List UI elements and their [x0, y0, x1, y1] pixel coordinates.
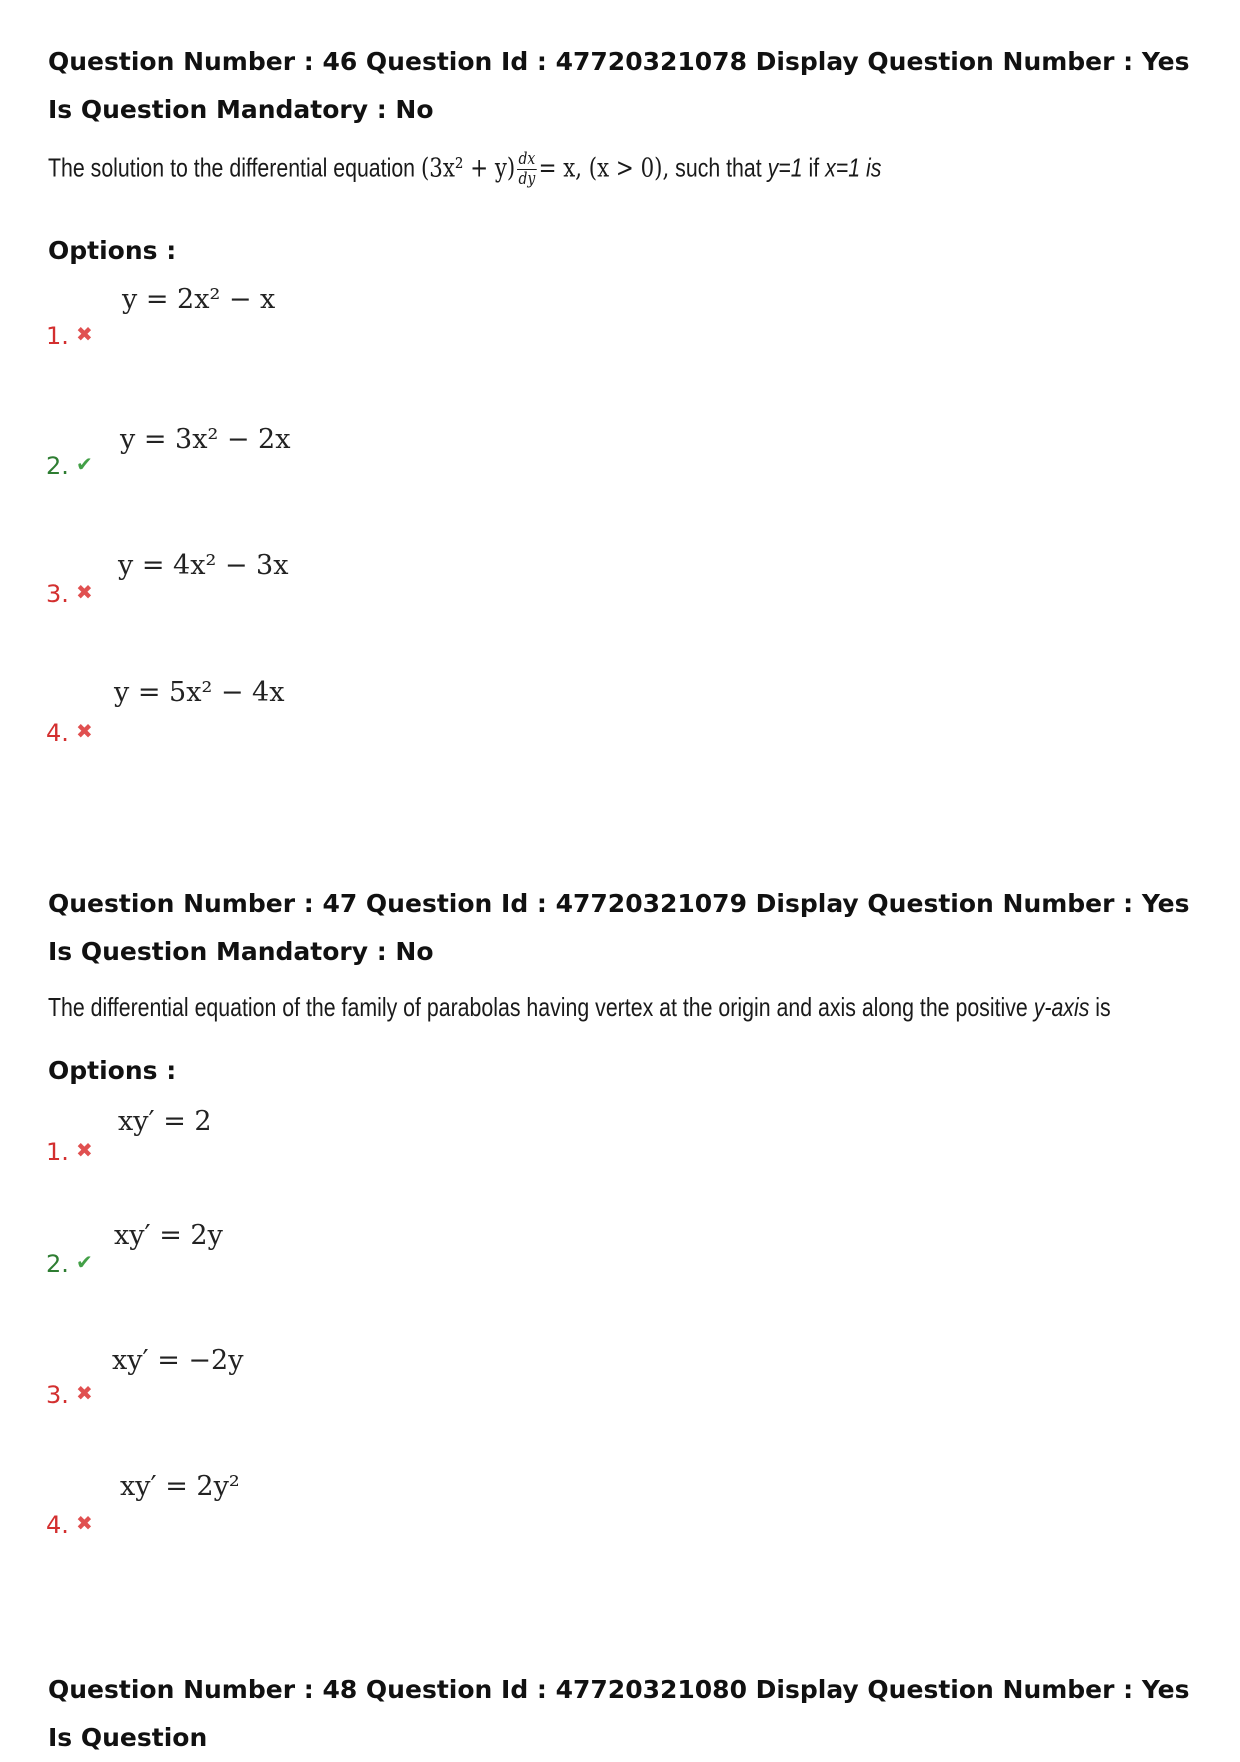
option-number: 2.	[46, 452, 69, 480]
question-47-yaxis: y-axis	[1033, 992, 1090, 1022]
option-number: 4.	[46, 1511, 69, 1539]
fraction-denominator: dy	[518, 169, 536, 189]
question-46-prefix: The solution to the differential equation	[48, 152, 416, 183]
option-number: 1.	[46, 1138, 69, 1166]
question-46-if: if	[808, 152, 820, 183]
question-46-mid: such that	[675, 152, 762, 183]
option-expression: y = 3x² − 2x	[120, 424, 291, 455]
option-expression: xy′ = 2	[118, 1106, 212, 1137]
option-expression: y = 2x² − x	[122, 284, 276, 315]
cross-icon: ✖	[76, 719, 93, 743]
question-46-rhs: = x, (x > 0),	[538, 153, 670, 184]
question-47-prefix: The differential equation of the family of parabolas having vertex at the origin and axis along the positive	[48, 992, 1028, 1022]
option-expression: xy′ = 2y	[114, 1220, 223, 1251]
question-47-header: Question Number : 47 Question Id : 47720321079 Display Question Number : Yes Is Question Mandatory : No	[48, 889, 1190, 966]
question-47-options-label: Options :	[48, 1056, 177, 1085]
option-number: 3.	[46, 1381, 69, 1409]
fraction-numerator: dx	[518, 149, 536, 169]
option-number: 2.	[46, 1250, 69, 1278]
option-expression: xy′ = 2y²	[120, 1471, 240, 1502]
question-47-text	[48, 992, 1111, 1023]
question-46-options-label: Options :	[48, 236, 177, 265]
option-number: 3.	[46, 580, 69, 608]
option-number: 1.	[46, 322, 69, 350]
option-expression: y = 5x² − 4x	[114, 677, 285, 708]
option-number: 4.	[46, 719, 69, 747]
question-46-header: Question Number : 46 Question Id : 47720321078 Display Question Number : Yes Is Question Mandatory : No	[48, 47, 1190, 124]
question-46-text	[48, 150, 881, 189]
cross-icon: ✖	[76, 1511, 93, 1535]
cross-icon: ✖	[76, 1381, 93, 1405]
question-46-lhs: (3x² + y)	[420, 153, 516, 184]
option-expression: y = 4x² − 3x	[118, 550, 289, 581]
check-icon: ✔	[76, 1250, 93, 1274]
question-46-suffix: is	[866, 152, 882, 183]
question-46-cond1: y=1	[767, 152, 803, 183]
question-47-suffix: is	[1095, 992, 1111, 1022]
question-48-header: Question Number : 48 Question Id : 47720321080 Display Question Number : Yes Is Question	[48, 1675, 1190, 1752]
question-46-fraction	[517, 150, 537, 189]
cross-icon: ✖	[76, 580, 93, 604]
question-46-cond2: x=1	[825, 152, 861, 183]
cross-icon: ✖	[76, 1138, 93, 1162]
check-icon: ✔	[76, 452, 93, 476]
cross-icon: ✖	[76, 322, 93, 346]
option-expression: xy′ = −2y	[112, 1345, 244, 1376]
